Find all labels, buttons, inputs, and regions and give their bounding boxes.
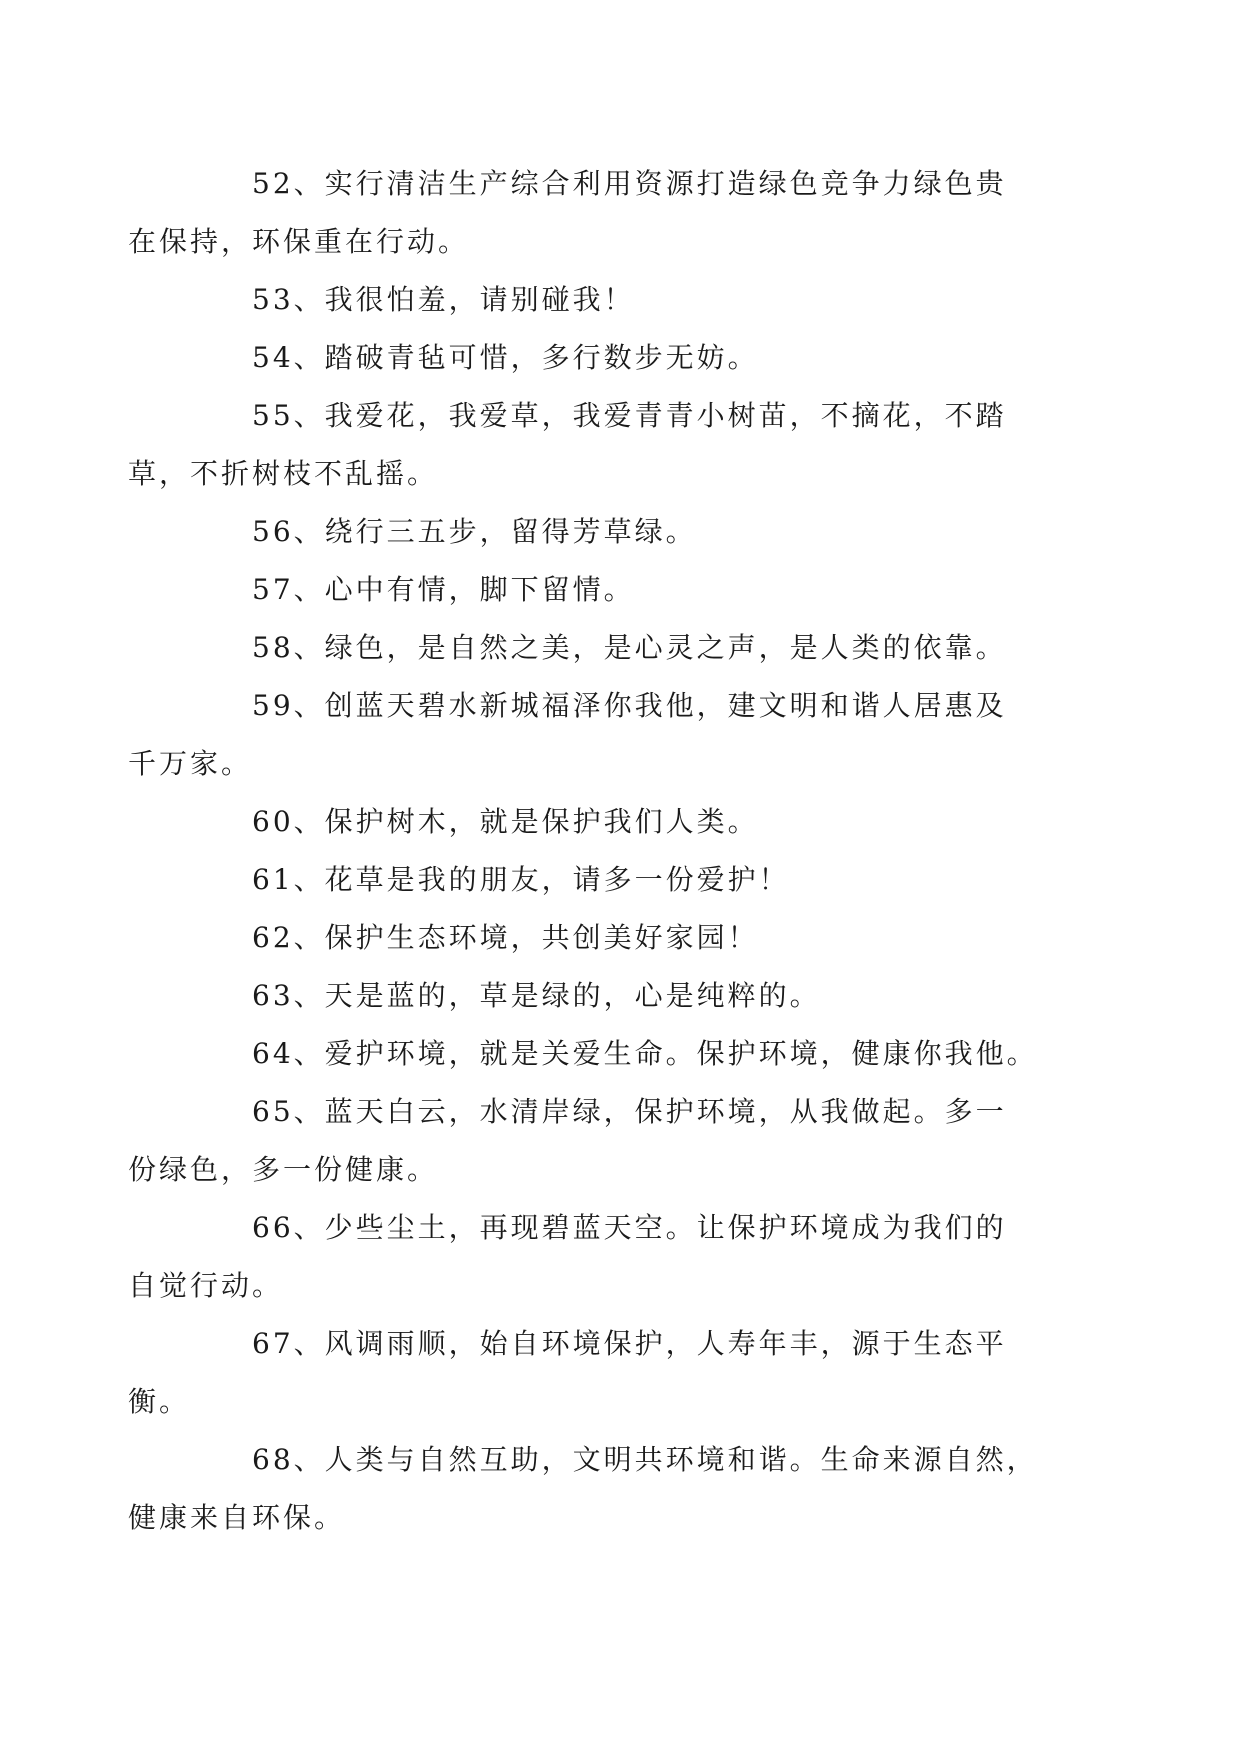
paragraph-line: 58、绿色，是自然之美，是心灵之声，是人类的依靠。: [252, 631, 1007, 664]
paragraph-61: [190, 851, 1050, 909]
paragraph-line: 53、我很怕羞，请别碰我！: [252, 283, 635, 316]
paragraph-59: [128, 677, 1050, 793]
paragraph-line: 67、风调雨顺，始自环境保护，人寿年丰，源于生态平: [252, 1327, 1007, 1360]
paragraph-line: 68、人类与自然互助，文明共环境和谐。生命来源自然，: [252, 1443, 1038, 1476]
paragraph-63: [190, 967, 1050, 1025]
paragraph-line: 56、绕行三五步，留得芳草绿。: [252, 515, 697, 548]
paragraph-line: 63、天是蓝的，草是绿的，心是纯粹的。: [252, 979, 821, 1012]
paragraph-line: 57、心中有情，脚下留情。: [252, 573, 635, 606]
paragraph-line: 在保持，环保重在行动。: [128, 225, 470, 258]
paragraph-line: 55、我爱花，我爱草，我爱青青小树苗，不摘花，不踏: [252, 399, 1007, 432]
paragraph-68: [128, 1431, 1050, 1547]
paragraph-line: 59、创蓝天碧水新城福泽你我他，建文明和谐人居惠及: [252, 689, 1007, 722]
paragraph-52: [128, 155, 1050, 271]
paragraph-line: 自觉行动。: [128, 1269, 284, 1302]
paragraph-line: 52、实行清洁生产综合利用资源打造绿色竞争力绿色贵: [252, 167, 1007, 200]
document-body: [128, 155, 1050, 1547]
paragraph-65: [128, 1083, 1050, 1199]
paragraph-line: 66、少些尘土，再现碧蓝天空。让保护环境成为我们的: [252, 1211, 1007, 1244]
paragraph-line: 60、保护树木，就是保护我们人类。: [252, 805, 759, 838]
paragraph-line: 份绿色，多一份健康。: [128, 1153, 439, 1186]
paragraph-line: 千万家。: [128, 747, 253, 780]
paragraph-62: [190, 909, 1050, 967]
paragraph-64: [190, 1025, 1050, 1083]
paragraph-55: [128, 387, 1050, 503]
paragraph-line: 62、保护生态环境，共创美好家园！: [252, 921, 759, 954]
paragraph-57: [190, 561, 1050, 619]
paragraph-line: 健康来自环保。: [128, 1501, 346, 1534]
paragraph-67: [128, 1315, 1050, 1431]
paragraph-line: 64、爱护环境，就是关爱生命。保护环境，健康你我他。: [252, 1037, 1038, 1070]
paragraph-line: 草，不折树枝不乱摇。: [128, 457, 439, 490]
paragraph-line: 61、花草是我的朋友，请多一份爱护！: [252, 863, 790, 896]
paragraph-line: 65、蓝天白云，水清岸绿，保护环境，从我做起。多一: [252, 1095, 1007, 1128]
paragraph-54: [190, 329, 1050, 387]
paragraph-53: [190, 271, 1050, 329]
paragraph-56: [190, 503, 1050, 561]
paragraph-line: 54、踏破青毡可惜，多行数步无妨。: [252, 341, 759, 374]
paragraph-60: [190, 793, 1050, 851]
paragraph-58: [190, 619, 1050, 677]
paragraph-66: [128, 1199, 1050, 1315]
paragraph-line: 衡。: [128, 1385, 191, 1418]
